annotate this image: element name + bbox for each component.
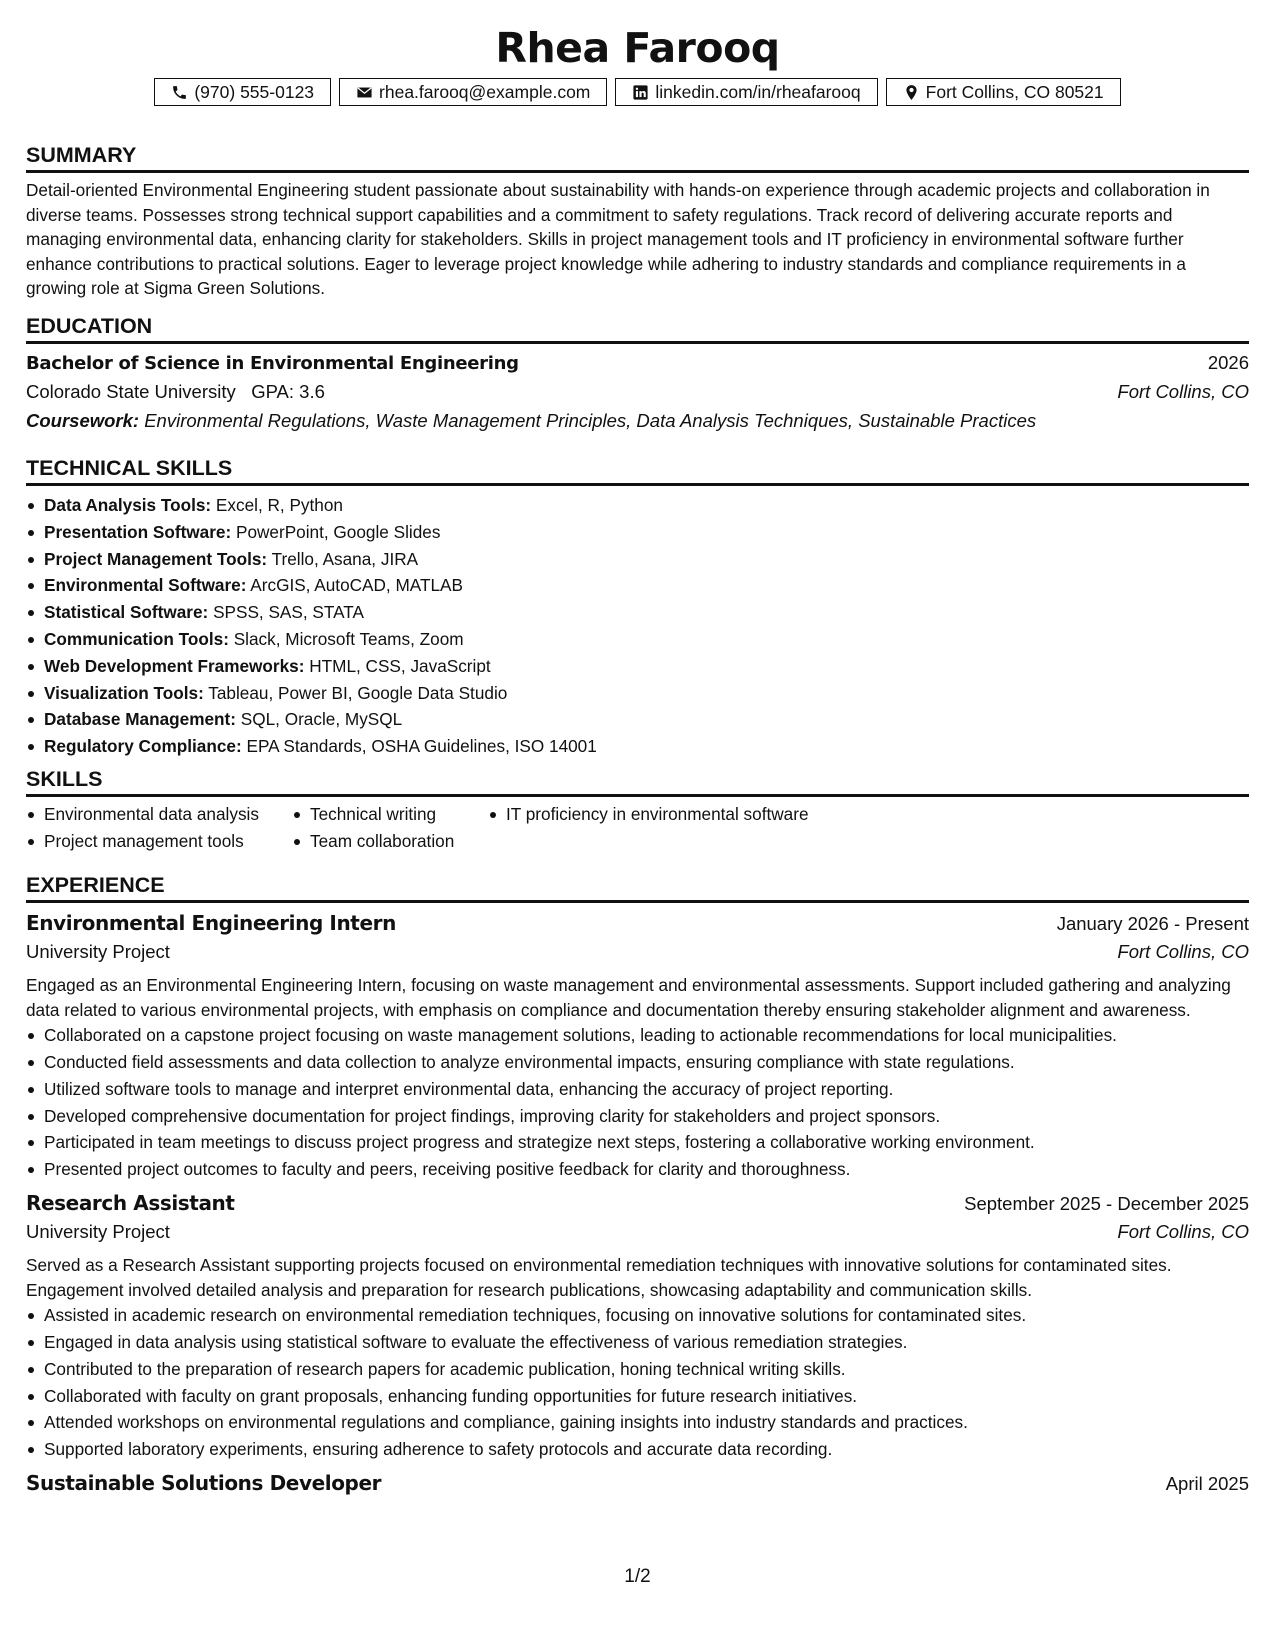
list-item [44, 599, 1249, 626]
school-row [26, 381, 1249, 410]
skills-grid [26, 801, 1249, 855]
list-item: Collaborated with faculty on grant proposals, enhancing funding opportunities for future research initiatives. [44, 1383, 1249, 1410]
skill-category-value: Excel, R, Python [215, 495, 343, 515]
skill-category-value: HTML, CSS, JavaScript [309, 655, 491, 676]
job-location: Fort Collins, CO [1117, 941, 1249, 962]
coursework-line [26, 410, 1249, 439]
section-title-summary: SUMMARY [26, 142, 1249, 173]
skill-category-label: Data Analysis Tools: [44, 495, 212, 515]
summary-text: Detail-oriented Environmental Engineering student passionate about sustainability with hands-on experience through academic projects and collaboration in diverse teams. Possesses strong technical support capabilities and a commitment to safety regulations. Track record of delivering accurate reports and managing environmental data, enhancing clarity for stakeholders. Skills in project management tools and IT proficiency in environmental software further enhance contributions to practical solutions. Eager to leverage project knowledge while adhering to industry standards and compliance requirements in a growing role at Sigma Green Solutions. [26, 180, 1210, 299]
job-header-row [26, 1471, 1249, 1501]
list-item: Collaborated on a capstone project focusing on waste management solutions, leading to actionable recommendations for local municipalities. [44, 1022, 1249, 1049]
candidate-name: Rhea Farooq [495, 24, 780, 72]
job-dates: January 2026 - Present [1056, 913, 1249, 934]
list-item [44, 733, 1249, 760]
job-entry [26, 1191, 1249, 1463]
job-entry [26, 1471, 1249, 1501]
education-section [26, 313, 1249, 439]
job-title: Environmental Engineering Intern [26, 911, 396, 935]
phone-chip [154, 78, 331, 106]
list-item [44, 572, 1249, 599]
job-dates: September 2025 - December 2025 [964, 1192, 1249, 1214]
list-item: IT proficiency in environmental software [506, 801, 809, 828]
job-bullets [26, 1022, 1249, 1183]
linkedin-icon [632, 84, 649, 101]
coursework-list: Environmental Regulations, Waste Management Principles, Data Analysis Techniques, Sustainable Practices [144, 410, 1037, 431]
job-bullets [26, 1302, 1249, 1463]
job-location: Fort Collins, CO [1117, 1220, 1249, 1242]
list-item: Participated in team meetings to discuss project progress and strategize next steps, fostering a collaborative working environment. [44, 1129, 1249, 1156]
skill-category-label: Database Management: [44, 709, 236, 730]
skill-category-label: Communication Tools: [44, 628, 229, 649]
skills-column [488, 801, 809, 855]
section-title-skills: SKILLS [26, 766, 1249, 797]
section-title-technical-skills: TECHNICAL SKILLS [26, 455, 1249, 486]
job-org: University Project [26, 1220, 170, 1242]
email-text: rhea.farooq@example.com [379, 81, 591, 102]
list-item [44, 546, 1249, 573]
phone-text: (970) 555-0123 [194, 81, 315, 102]
job-description: Served as a Research Assistant supporting projects focused on environmental remediation techniques with innovative solutions for contaminated sites. Engagement involved detailed analysis and preparation for research publications, showcasing adaptability and communication skills. [26, 1254, 1172, 1300]
school-line [26, 381, 325, 403]
skills-column [26, 801, 292, 855]
graduation-year: 2026 [1207, 352, 1249, 373]
job-title: Sustainable Solutions Developer [26, 1470, 382, 1495]
list-item: Engaged in data analysis using statistical software to evaluate the effectiveness of various remediation strategies. [44, 1329, 1249, 1356]
coursework-label: Coursework: [26, 410, 140, 431]
section-title-experience: EXPERIENCE [26, 872, 1249, 903]
skill-category-value: PowerPoint, Google Slides [235, 521, 441, 542]
skill-category-label: Presentation Software: [44, 521, 232, 542]
list-item [44, 519, 1249, 546]
job-header-row [26, 911, 1249, 941]
list-item: Attended workshops on environmental regulations and compliance, gaining insights into industry standards and practices. [44, 1409, 1249, 1436]
skill-category-label: Environmental Software: [44, 575, 247, 596]
list-item: Environmental data analysis [44, 801, 292, 828]
degree-row [26, 352, 1249, 381]
envelope-icon [356, 84, 373, 101]
skill-category-value: Slack, Microsoft Teams, Zoom [233, 628, 464, 649]
skill-category-label: Regulatory Compliance: [44, 736, 242, 757]
list-item: Assisted in academic research on environmental remediation techniques, focusing on innovative solutions for contaminated sites. [44, 1302, 1249, 1329]
summary-section [26, 142, 1249, 301]
list-item: Project management tools [44, 828, 292, 855]
list-item [44, 680, 1249, 707]
skill-category-label: Statistical Software: [44, 602, 209, 623]
experience-section [26, 872, 1249, 1501]
job-title: Research Assistant [26, 1190, 235, 1215]
job-org-row [26, 1221, 1249, 1251]
gpa: GPA: 3.6 [251, 381, 325, 402]
location-chip [886, 78, 1121, 106]
linkedin-chip[interactable] [615, 78, 877, 106]
job-header-row [26, 1191, 1249, 1221]
skill-category-value: SPSS, SAS, STATA [213, 602, 364, 623]
skill-category-label: Visualization Tools: [44, 682, 204, 703]
list-item: Presented project outcomes to faculty and peers, receiving positive feedback for clarity and thoroughness. [44, 1156, 1249, 1183]
technical-skills-section [26, 455, 1249, 760]
job-dates: April 2025 [1165, 1472, 1249, 1494]
job-description: Engaged as an Environmental Engineering Intern, focusing on waste management and environmental assessments. Support included gathering and analyzing data related to various environmental projects, with emphasis on compliance and documentation thereby ensuring stakeholder alignment and awareness. [26, 975, 1231, 1020]
map-pin-icon [903, 84, 920, 101]
section-title-education: EDUCATION [26, 313, 1249, 344]
list-item: Contributed to the preparation of research papers for academic publication, honing technical writing skills. [44, 1356, 1249, 1383]
school-location: Fort Collins, CO [1117, 381, 1249, 402]
skill-category-label: Project Management Tools: [44, 548, 268, 569]
list-item: Utilized software tools to manage and interpret environmental data, enhancing the accuracy of project reporting. [44, 1076, 1249, 1103]
list-item [44, 653, 1249, 680]
technical-skills-list [26, 492, 1249, 760]
location-text: Fort Collins, CO 80521 [925, 81, 1104, 102]
list-item [44, 626, 1249, 653]
job-org-row [26, 941, 1249, 971]
list-item: Supported laboratory experiments, ensuring adherence to safety protocols and accurate data recording. [44, 1436, 1249, 1463]
skills-column [292, 801, 488, 855]
skills-section [26, 766, 1249, 855]
list-item: Technical writing [310, 801, 488, 828]
list-item: Developed comprehensive documentation for project findings, improving clarity for stakeholders and project sponsors. [44, 1103, 1249, 1130]
job-entry [26, 911, 1249, 1183]
skill-category-value: Tableau, Power BI, Google Data Studio [208, 682, 508, 703]
skill-category-value: SQL, Oracle, MySQL [240, 709, 403, 730]
linkedin-text: linkedin.com/in/rheafarooq [655, 81, 861, 102]
list-item [44, 492, 1249, 519]
skill-category-value: Trello, Asana, JIRA [271, 548, 419, 569]
skill-category-label: Web Development Frameworks: [44, 655, 305, 676]
skill-category-value: EPA Standards, OSHA Guidelines, ISO 14001 [246, 736, 597, 757]
phone-icon [171, 84, 188, 101]
school-name: Colorado State University [26, 381, 236, 402]
degree-name: Bachelor of Science in Environmental Engineering [26, 353, 519, 374]
contact-bar [26, 78, 1249, 106]
job-org: University Project [26, 941, 170, 962]
email-chip[interactable] [339, 78, 607, 106]
resume-page [26, 0, 1249, 1495]
list-item: Team collaboration [310, 828, 488, 855]
skill-category-value: ArcGIS, AutoCAD, MATLAB [250, 575, 463, 596]
list-item [44, 706, 1249, 733]
list-item: Conducted field assessments and data collection to analyze environmental impacts, ensuring compliance with state regulations. [44, 1049, 1249, 1076]
page-number: 1/2 [624, 1566, 651, 1587]
